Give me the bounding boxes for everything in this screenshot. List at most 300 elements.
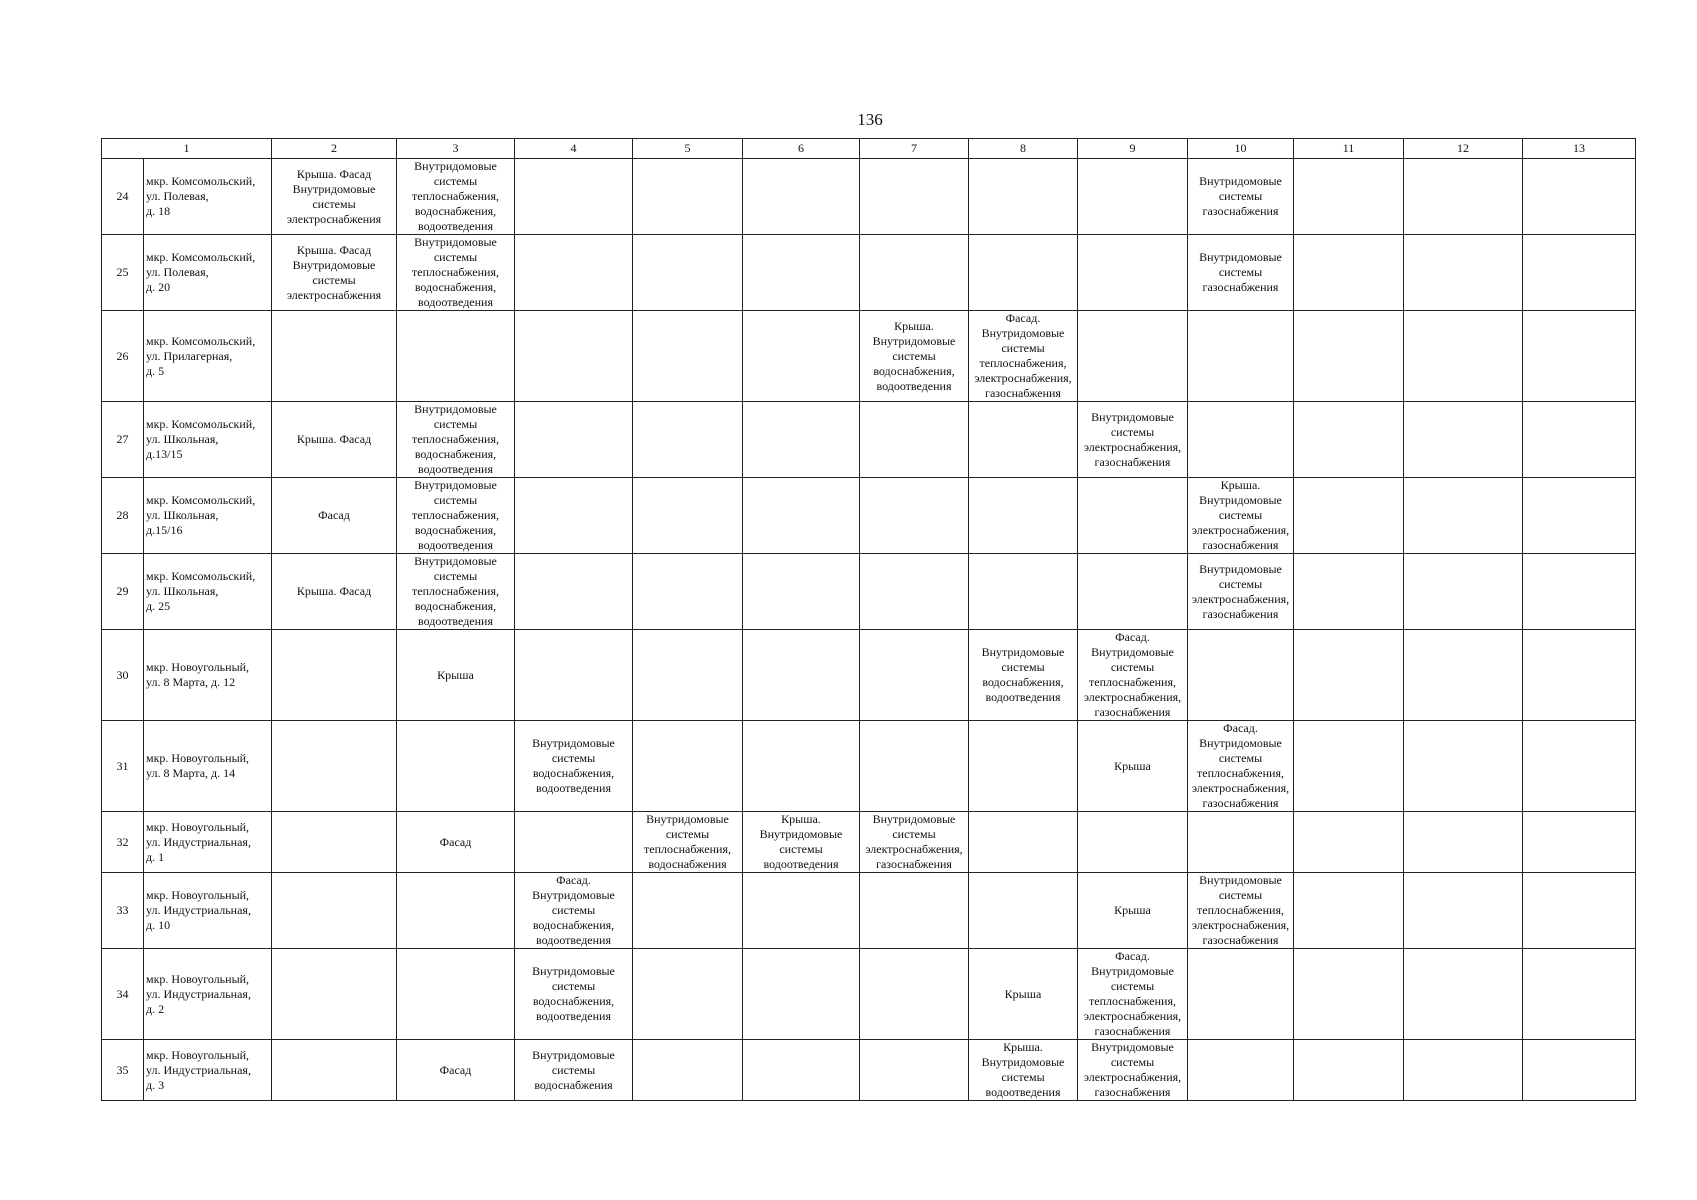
work-type-line: водоотведения [985,1085,1061,1099]
column-header-2: 2 [272,139,397,159]
address-cell [144,235,272,311]
work-cell-col-6 [743,949,860,1040]
work-cell-col-10 [1188,554,1294,630]
address-line: д.15/16 [146,523,183,537]
work-type-line: газоснабжения [1202,280,1279,294]
work-type-line: Внутридомовые [414,235,497,249]
work-cell-col-9 [1078,235,1188,311]
address-line: мкр. Новоугольный, [146,888,250,902]
work-cell-col-8 [969,402,1078,478]
work-cell-col-11 [1294,1040,1404,1101]
repair-schedule-table [101,138,1636,1101]
work-cell-col-7 [860,402,969,478]
address-line: д. 10 [146,918,171,932]
work-type-line: системы [1110,660,1155,674]
work-type-line: Внутридомовые [414,554,497,568]
address-cell [144,873,272,949]
work-type-line: водоснабжения, [873,363,955,378]
work-type-line: системы [1001,660,1045,674]
address-line: ул. Индустриальная, [146,986,251,1001]
work-cell-col-13 [1523,1040,1636,1101]
work-type-line: водоснабжения, [414,280,497,294]
row-number: 24 [102,159,144,235]
work-type-line: водоснабжения, [414,204,497,218]
work-cell-col-5 [633,402,743,478]
row-number: 29 [102,554,144,630]
work-cell-col-9 [1078,402,1188,478]
address-line: ул. 8 Марта, д. 12 [146,675,236,689]
address-cell [144,1040,272,1101]
work-cell-col-7 [860,554,969,630]
work-type-line: водоотведения [418,538,493,552]
work-type-line: Внутридомовые [292,181,376,196]
work-cell-col-9 [1078,311,1188,402]
work-type-line: Внутридомовые [1091,964,1174,978]
work-type-line: Фасад [439,1062,472,1077]
work-cell-col-5 [633,235,743,311]
work-cell-col-9 [1078,873,1188,949]
work-cell-col-9 [1078,721,1188,812]
work-cell-col-6 [743,478,860,554]
work-cell-col-2 [272,311,397,402]
work-cell-col-2 [272,949,397,1040]
work-type-line: системы [1001,341,1045,355]
table-row [102,478,1636,554]
address-line: д. 25 [146,599,171,613]
work-cell-col-13 [1523,630,1636,721]
work-type-line: Крыша [437,667,474,682]
work-type-line: системы [892,827,936,841]
table-row [102,235,1636,311]
work-type-line: системы [551,1062,596,1077]
work-cell-col-2 [272,402,397,478]
work-cell-col-9 [1078,159,1188,235]
work-cell-col-8 [969,311,1078,402]
work-type-line: системы [433,569,478,583]
address-line: д.13/15 [146,447,183,461]
work-type-line: электроснабжения, [974,371,1072,385]
table-row [102,949,1636,1040]
work-cell-col-4 [515,630,633,721]
address-line: ул. Школьная, [146,432,219,446]
work-cell-col-8 [969,630,1078,721]
work-type-line: системы [1218,265,1263,279]
work-type-line: водоснабжения, [982,675,1064,689]
work-type-line: системы [1218,888,1263,902]
work-cell-col-13 [1523,812,1636,873]
work-type-line: Внутридомовые [759,827,843,841]
work-type-line: водоотведения [418,462,493,476]
work-cell-col-9 [1078,812,1188,873]
work-type-line: системы [312,196,356,211]
work-type-line: системы [1110,979,1155,993]
work-type-line: теплоснабжения, [412,189,499,203]
work-type-line: Внутридомовые [981,326,1065,340]
work-type-line: электроснабжения [286,211,382,226]
work-type-line: Крыша. Фасад [296,584,372,598]
row-number: 32 [102,812,144,873]
work-type-line: водоснабжения, [532,918,615,932]
work-cell-col-12 [1404,402,1523,478]
work-type-line: Крыша. [781,812,821,826]
table-row [102,159,1636,235]
work-cell-col-2 [272,812,397,873]
work-cell-col-10 [1188,235,1294,311]
work-cell-col-4 [515,478,633,554]
work-cell-col-9 [1078,478,1188,554]
work-type-line: водоотведения [418,614,493,628]
table-row [102,873,1636,949]
work-type-line: системы [1110,424,1155,439]
work-cell-col-2 [272,873,397,949]
work-cell-col-13 [1523,235,1636,311]
work-cell-col-13 [1523,478,1636,554]
address-line: ул. Прилагерная, [146,348,233,363]
work-type-line: Внутридомовые [981,645,1065,659]
work-type-line: Фасад. [1115,630,1150,644]
row-number: 33 [102,873,144,949]
address-line: д. 20 [146,280,171,294]
work-type-line: системы [433,174,478,188]
work-cell-col-5 [633,721,743,812]
work-cell-col-3 [397,949,515,1040]
work-cell-col-11 [1294,873,1404,949]
table-row [102,630,1636,721]
work-cell-col-13 [1523,949,1636,1040]
work-type-line: Внутридомовые [414,402,497,416]
row-number: 30 [102,630,144,721]
address-line: д. 2 [146,1001,165,1016]
work-type-line: системы [665,827,710,841]
address-line: мкр. Комсомольский, [146,333,256,348]
address-cell [144,812,272,873]
work-type-line: системы [1218,576,1263,591]
address-line: мкр. Комсомольский, [146,250,256,264]
work-type-line: Внутридомовые [1199,736,1282,750]
work-type-line: системы [1218,751,1263,765]
work-type-line: теплоснабжения, [1197,903,1284,917]
work-cell-col-7 [860,721,969,812]
work-cell-col-5 [633,554,743,630]
address-line: мкр. Новоугольный, [146,971,250,986]
address-cell [144,478,272,554]
address-line: мкр. Новоугольный, [146,660,250,674]
address-line: ул. Школьная, [146,584,219,598]
work-type-line: системы [1110,1055,1155,1069]
work-cell-col-13 [1523,311,1636,402]
work-cell-col-6 [743,1040,860,1101]
work-cell-col-4 [515,554,633,630]
work-type-line: электроснабжения, [1083,690,1182,704]
row-number: 28 [102,478,144,554]
work-cell-col-6 [743,554,860,630]
work-type-line: Внутридомовые [1199,561,1282,576]
work-type-line: системы [892,348,936,363]
address-line: мкр. Комсомольский, [146,174,256,188]
work-type-line: электроснабжения, [865,842,963,856]
work-cell-col-5 [633,159,743,235]
work-type-line: водоотведения [763,857,839,871]
work-type-line: водоотведения [536,1009,611,1023]
work-cell-col-9 [1078,1040,1188,1101]
work-type-line: водоснабжения, [532,994,615,1008]
work-cell-col-12 [1404,235,1523,311]
work-type-line: электроснабжения, [1083,1070,1182,1084]
work-cell-col-5 [633,949,743,1040]
work-cell-col-12 [1404,478,1523,554]
address-line: ул. Индустриальная, [146,1062,251,1077]
row-number: 27 [102,402,144,478]
work-type-line: Внутридомовые [292,257,376,272]
work-cell-col-3 [397,1040,515,1101]
work-cell-col-7 [860,235,969,311]
column-header-8: 8 [969,139,1078,159]
work-cell-col-8 [969,949,1078,1040]
work-type-line: Внутридомовые [532,1047,615,1062]
column-header-5: 5 [633,139,743,159]
address-line: ул. 8 Марта, д. 14 [146,766,236,780]
work-type-line: системы [779,842,823,856]
work-cell-col-12 [1404,630,1523,721]
work-type-line: Фасад. [1115,949,1150,963]
work-cell-col-12 [1404,949,1523,1040]
column-header-9: 9 [1078,139,1188,159]
work-cell-col-3 [397,478,515,554]
work-type-line: системы [551,979,596,993]
work-cell-col-11 [1294,402,1404,478]
header-row [102,139,1636,159]
work-type-line: Крыша [1114,758,1151,773]
column-header-4: 4 [515,139,633,159]
work-cell-col-8 [969,873,1078,949]
work-type-line: теплоснабжения, [412,508,499,522]
work-type-line: электроснабжения, [1191,918,1290,932]
work-cell-col-4 [515,873,633,949]
work-cell-col-2 [272,478,397,554]
address-cell [144,630,272,721]
work-cell-col-4 [515,1040,633,1101]
address-line: мкр. Комсомольский, [146,417,256,431]
work-type-line: водоснабжения, [414,599,497,613]
work-cell-col-10 [1188,1040,1294,1101]
work-cell-col-4 [515,311,633,402]
work-type-line: водоотведения [536,781,611,795]
work-cell-col-7 [860,873,969,949]
work-cell-col-12 [1404,311,1523,402]
work-type-line: водоснабжения, [532,766,615,780]
work-type-line: газоснабжения [1202,796,1279,810]
row-number: 34 [102,949,144,1040]
work-cell-col-3 [397,721,515,812]
work-type-line: Внутридомовые [1199,250,1282,264]
work-type-line: водоснабжения [534,1077,613,1092]
work-type-line: Внутридомовые [532,736,615,750]
address-cell [144,721,272,812]
work-type-line: системы [1001,1070,1045,1084]
work-type-line: системы [1218,189,1263,203]
work-cell-col-11 [1294,478,1404,554]
work-type-line: электроснабжения, [1083,439,1182,454]
work-cell-col-5 [633,630,743,721]
work-cell-col-8 [969,1040,1078,1101]
work-type-line: системы [551,751,596,765]
work-cell-col-8 [969,235,1078,311]
address-line: ул. Индустриальная, [146,834,251,849]
address-cell [144,159,272,235]
work-type-line: водоснабжения, [414,447,497,461]
work-type-line: Внутридомовые [532,888,615,902]
work-cell-col-7 [860,478,969,554]
work-cell-col-6 [743,721,860,812]
work-type-line: Внутридомовые [1199,873,1282,887]
work-cell-col-4 [515,812,633,873]
work-type-line: Внутридомовые [646,812,729,826]
work-cell-col-6 [743,235,860,311]
work-cell-col-6 [743,630,860,721]
column-header-6: 6 [743,139,860,159]
work-type-line: Крыша. Фасад [296,432,372,446]
work-cell-col-12 [1404,1040,1523,1101]
work-cell-col-9 [1078,554,1188,630]
work-cell-col-5 [633,812,743,873]
work-type-line: водоотведения [985,690,1061,704]
work-type-line: водоснабжения [648,857,727,871]
work-cell-col-4 [515,949,633,1040]
work-type-line: газоснабжения [1202,538,1279,552]
work-cell-col-10 [1188,159,1294,235]
work-type-line: Фасад [318,508,350,522]
work-type-line: системы [433,493,478,507]
work-cell-col-9 [1078,949,1188,1040]
work-type-line: Внутридомовые [872,333,956,348]
work-cell-col-10 [1188,949,1294,1040]
table-row [102,402,1636,478]
work-type-line: теплоснабжения, [1197,766,1284,780]
work-type-line: газоснабжения [876,857,952,871]
work-cell-col-11 [1294,554,1404,630]
work-type-line: водоотведения [876,378,952,393]
work-cell-col-12 [1404,873,1523,949]
address-line: мкр. Комсомольский, [146,493,256,507]
work-type-line: газоснабжения [1094,705,1171,719]
work-cell-col-8 [969,478,1078,554]
address-cell [144,402,272,478]
work-cell-col-2 [272,235,397,311]
work-cell-col-6 [743,812,860,873]
work-cell-col-6 [743,311,860,402]
work-cell-col-10 [1188,812,1294,873]
work-cell-col-12 [1404,159,1523,235]
work-type-line: системы [1218,508,1263,522]
work-type-line: теплоснабжения, [979,356,1067,370]
work-cell-col-3 [397,630,515,721]
work-cell-col-3 [397,159,515,235]
address-line: мкр. Комсомольский, [146,569,256,583]
work-type-line: Внутридомовые [1091,1040,1174,1054]
work-type-line: Фасад. [1005,311,1041,325]
work-cell-col-13 [1523,873,1636,949]
work-type-line: теплоснабжения, [412,265,499,279]
work-type-line: Внутридомовые [1091,645,1174,659]
work-cell-col-6 [743,402,860,478]
table-row [102,812,1636,873]
work-type-line: газоснабжения [1202,933,1279,947]
work-type-line: теплоснабжения, [644,842,731,856]
address-line: мкр. Новоугольный, [146,751,250,765]
work-cell-col-7 [860,1040,969,1101]
work-cell-col-3 [397,235,515,311]
work-type-line: газоснабжения [1202,204,1279,218]
work-cell-col-3 [397,311,515,402]
work-cell-col-7 [860,812,969,873]
column-header-11: 11 [1294,139,1404,159]
work-type-line: системы [433,250,478,264]
page-number: 136 [857,110,883,129]
work-type-line: теплоснабжения, [1089,994,1176,1008]
work-type-line: газоснабжения [1094,454,1171,469]
work-type-line: Внутридомовые [872,812,956,826]
work-type-line: Внутридомовые [1199,493,1282,507]
work-type-line: водоотведения [418,295,493,309]
address-line: ул. Индустриальная, [146,903,251,917]
work-cell-col-10 [1188,402,1294,478]
work-type-line: Фасад [439,834,472,849]
address-line: ул. Школьная, [146,508,219,522]
table-row [102,1040,1636,1101]
column-header-10: 10 [1188,139,1294,159]
work-type-line: газоснабжения [1202,606,1279,621]
work-cell-col-10 [1188,630,1294,721]
work-cell-col-5 [633,478,743,554]
work-cell-col-10 [1188,721,1294,812]
work-type-line: Внутридомовые [414,478,497,492]
work-type-line: водоотведения [536,933,611,947]
work-cell-col-2 [272,554,397,630]
work-cell-col-13 [1523,554,1636,630]
work-type-line: системы [551,903,596,917]
work-type-line: Крыша. Фасад [296,166,372,181]
work-cell-col-8 [969,812,1078,873]
address-line: д. 3 [146,1077,165,1092]
work-cell-col-2 [272,1040,397,1101]
work-cell-col-4 [515,235,633,311]
work-type-line: Крыша [1004,986,1042,1001]
work-cell-col-11 [1294,812,1404,873]
work-cell-col-8 [969,159,1078,235]
work-type-line: Внутридомовые [981,1055,1065,1069]
work-type-line: электроснабжения, [1083,1009,1182,1023]
column-header-12: 12 [1404,139,1523,159]
work-type-line: Фасад. [556,873,591,887]
work-type-line: теплоснабжения, [412,584,499,598]
work-type-line: водоотведения [418,219,493,233]
work-type-line: Внутридомовые [1091,409,1174,424]
work-cell-col-13 [1523,721,1636,812]
work-cell-col-11 [1294,721,1404,812]
work-cell-col-7 [860,311,969,402]
work-cell-col-3 [397,402,515,478]
table-row [102,721,1636,812]
work-cell-col-2 [272,630,397,721]
work-cell-col-4 [515,721,633,812]
work-cell-col-3 [397,812,515,873]
row-number: 25 [102,235,144,311]
work-type-line: электроснабжения, [1191,781,1290,795]
work-cell-col-3 [397,873,515,949]
work-type-line: Крыша [1114,903,1151,917]
address-cell [144,311,272,402]
address-line: д. 5 [146,363,165,378]
